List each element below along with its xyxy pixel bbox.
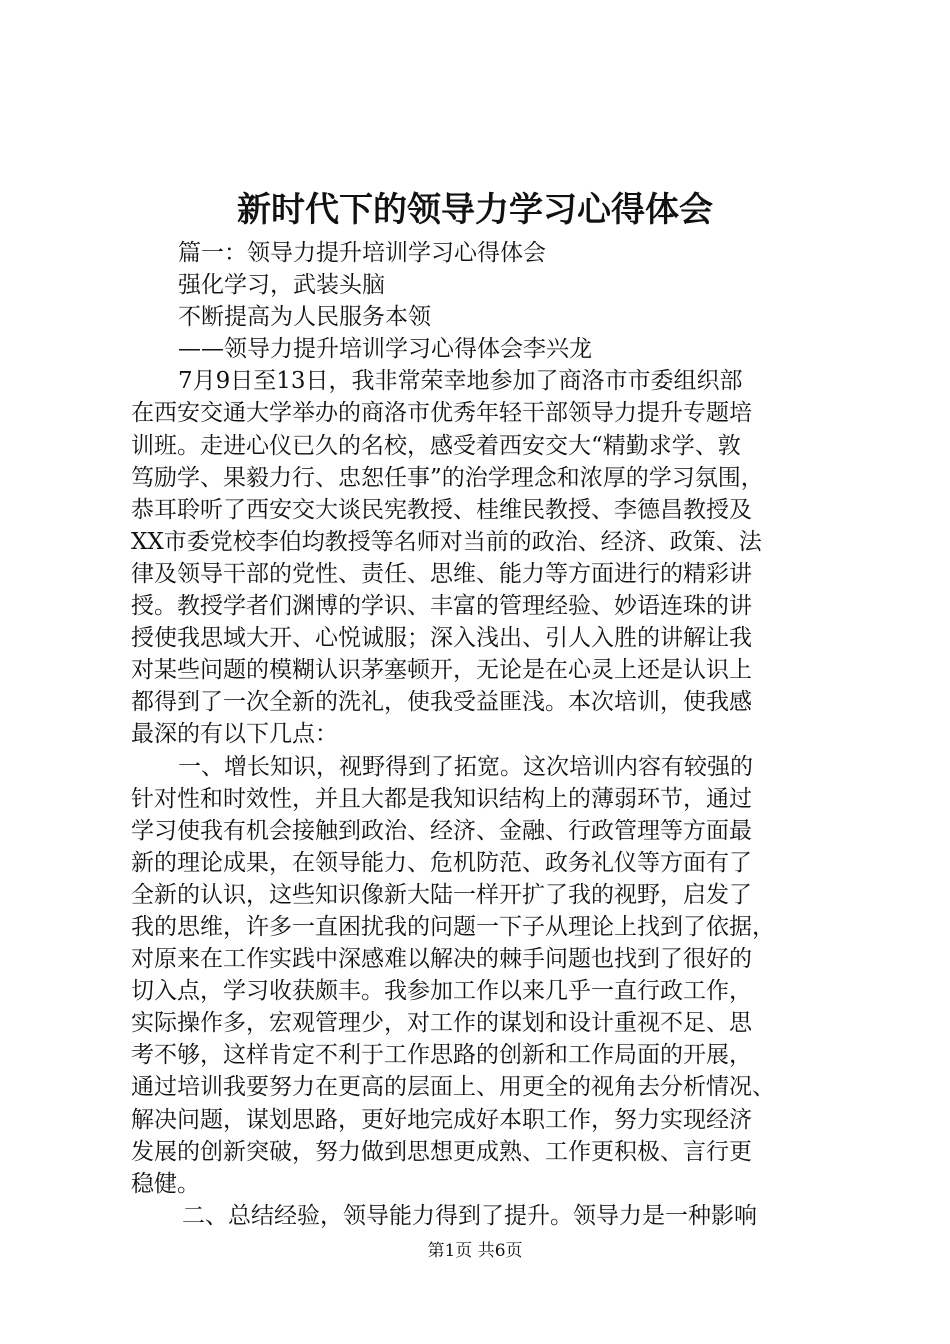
paragraph-line: 最深的有以下几点： — [131, 721, 338, 748]
section-heading: 篇一：领导力提升培训学习心得体会 — [178, 240, 546, 266]
paragraph-line: 对某些问题的模糊认识茅塞顿开，无论是在心灵上还是认识上 — [131, 657, 752, 684]
document-title: 新时代下的领导力学习心得体会 — [237, 190, 713, 230]
page-number: 第1页 共6页 — [427, 1241, 523, 1261]
paragraph-line: 针对性和时效性，并且大都是我知识结构上的薄弱环节，通过 — [131, 785, 752, 812]
paragraph-line: 全新的认识，这些知识像新大陆一样开扩了我的视野，启发了 — [131, 881, 752, 908]
paragraph-line: 在西安交通大学举办的商洛市优秀年轻干部领导力提升专题培 — [131, 400, 752, 427]
paragraph-line: 解决问题，谋划思路，更好地完成好本职工作，努力实现经济 — [131, 1106, 752, 1133]
paragraph-line: XX市委党校李伯均教授等名师对当前的政治、经济、政策、法 — [131, 528, 762, 555]
paragraph-line: 稳健。 — [131, 1170, 200, 1197]
paragraph-line: 一、增长知识，视野得到了拓宽。这次培训内容有较强的 — [178, 753, 753, 780]
paragraph-line: 发展的创新突破，努力做到思想更成熟、工作更积极、言行更 — [131, 1138, 752, 1165]
paragraph-line: 授使我思域大开、心悦诚服；深入浅出、引人入胜的讲解让我 — [131, 625, 752, 652]
paragraph-line: 都得到了一次全新的洗礼，使我受益匪浅。本次培训，使我感 — [131, 689, 752, 716]
paragraph-line: 7月9日至13日，我非常荣幸地参加了商洛市市委组织部 — [178, 368, 743, 395]
paragraph-line: 二、总结经验，领导能力得到了提升。领导力是一种影响 — [182, 1202, 757, 1229]
subtitle-line: 不断提高为人民服务本领 — [178, 304, 431, 331]
paragraph-line: 通过培训我要努力在更高的层面上、用更全的视角去分析情况、 — [131, 1074, 775, 1101]
paragraph-line: 律及领导干部的党性、责任、思维、能力等方面进行的精彩讲 — [131, 560, 752, 587]
paragraph-line: 我的思维，许多一直困扰我的问题一下子从理论上找到了依据， — [131, 913, 775, 940]
document-body — [131, 237, 831, 1232]
paragraph-line: 实际操作多，宏观管理少，对工作的谋划和设计重视不足、思 — [131, 1010, 752, 1037]
paragraph-line: 考不够，这样肯定不利于工作思路的创新和工作局面的开展， — [131, 1042, 752, 1069]
author-line: ——领导力提升培训学习心得体会李兴龙 — [178, 336, 592, 363]
paragraph-line: 授。教授学者们渊博的学识、丰富的管理经验、妙语连珠的讲 — [131, 593, 752, 620]
paragraph-line: 对原来在工作实践中深感难以解决的棘手问题也找到了很好的 — [131, 946, 752, 973]
paragraph-line: 切入点，学习收获颇丰。我参加工作以来几乎一直行政工作， — [131, 978, 752, 1005]
paragraph-line: 笃励学、果毅力行、忠恕任事”的治学理念和浓厚的学习氛围， — [131, 464, 764, 491]
paragraph-line: 恭耳聆听了西安交大谈民宪教授、桂维民教授、李德昌教授及 — [131, 496, 752, 523]
subtitle-line: 强化学习，武装头脑 — [178, 272, 385, 299]
paragraph-line: 学习使我有机会接触到政治、经济、金融、行政管理等方面最 — [131, 817, 752, 844]
paragraph-line: 新的理论成果，在领导能力、危机防范、政务礼仪等方面有了 — [131, 849, 752, 876]
paragraph-line: 训班。走进心仪已久的名校，感受着西安交大“精勤求学、敦 — [131, 432, 741, 459]
